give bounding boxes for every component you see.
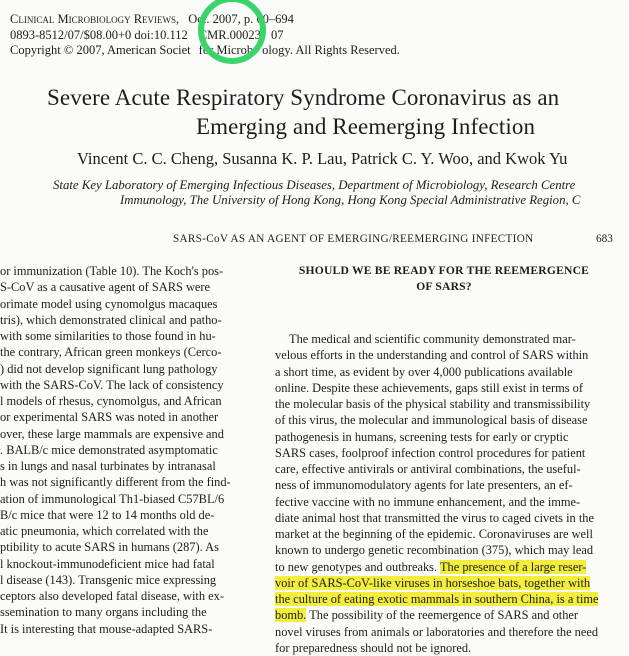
right-line: for preparedness should not be ignored.: [275, 640, 472, 655]
right-line: the molecular basis of the physical stability and transmissibility: [275, 397, 591, 411]
page-range: 60–694: [256, 12, 294, 26]
right-line: a short time, as evident by over 4,000 publications available: [275, 364, 573, 379]
left-line: over, these large mammals are expensive and: [0, 426, 224, 441]
copyright-mid: for Microb: [198, 43, 254, 57]
right-line: The medical and scientific community demonstrated mar-: [289, 332, 576, 346]
section-heading-line2: OF SARS?: [416, 280, 472, 293]
left-line: ssemination to many organs including the: [0, 605, 207, 620]
doi-suffix: CMR.00023: [198, 28, 261, 42]
left-line: the contrary, African green monkeys (Cerco-: [0, 345, 222, 360]
article-authors: Vincent C. C. Cheng, Susanna K. P. Lau, Patrick C. Y. Woo, and Kwok Yu: [77, 149, 568, 168]
plain-text: to new genotypes and outbreaks.: [275, 559, 440, 574]
right-line: pathogenesis in humans, screening tests for early or cryptic: [275, 429, 569, 444]
left-line: h was not significantly different from the find-: [0, 475, 231, 490]
right-line-15: [275, 559, 629, 575]
right-line: diate animal host that transmitted the virus to caged civets in the: [275, 510, 594, 525]
right-line: velous efforts in the understanding and control of SARS within: [275, 348, 589, 363]
left-line: . BALB/c mice demonstrated asymptomatic: [0, 442, 218, 457]
doi-end: 07: [270, 28, 284, 42]
left-line: l disease (143). Transgenic mice expressing: [0, 572, 217, 587]
left-line: ceptors also developed fatal disease, with ex-: [0, 589, 224, 603]
issn-doi: 0893-8512/07/$08.00+0 doi:10.112: [10, 28, 188, 42]
section-heading-line1: SHOULD WE BE READY FOR THE REEMERGENCE: [298, 264, 590, 277]
journal-name: Clinical Microbiology Reviews,: [10, 12, 180, 26]
highlighted-text: bomb.: [275, 608, 307, 623]
right-line: market at the beginning of the epidemic. Coronaviruses are well: [275, 527, 593, 541]
right-column: [275, 331, 629, 656]
left-line: ) did not develop significant lung pathology: [0, 361, 218, 376]
left-line: or immunization (Table 10). The Koch's pos-: [0, 264, 224, 278]
right-line-18: [275, 607, 629, 623]
left-column: [0, 263, 262, 637]
left-line: ptibility to acute SARS in humans (287). As: [0, 540, 219, 555]
right-line-16: [275, 575, 629, 591]
right-line: SARS cases, foolproof infection control procedures for patient: [275, 445, 586, 460]
highlighted-text: voir of SARS-CoV-like viruses in horseshoe bats, together with: [275, 575, 591, 590]
left-line: or experimental SARS was noted in another: [0, 410, 219, 425]
page-number: 683: [596, 233, 613, 245]
left-line: atic pneumonia, which correlated with the: [0, 524, 209, 538]
right-line: known to undergo genetic recombination (375), which may lead: [275, 543, 594, 558]
left-line: It is interesting that mouse-adapted SARS-: [0, 621, 213, 636]
right-line: care, effective antivirals or antiviral combinations, the useful-: [275, 462, 581, 476]
plain-text: The possibility of the reemergence of SARS and other: [306, 608, 579, 623]
right-line: ness of immunomodulatory agents for late presenters, an ef-: [275, 478, 573, 493]
copyright-end: ology. All Rights Reserved.: [262, 43, 400, 57]
left-line: s in lungs and nasal turbinates by intranasal: [0, 459, 216, 473]
article-title-line2: Emerging and Reemerging Infection: [196, 114, 536, 139]
highlighted-text: the culture of eating exotic mammals in southern China, is a time: [275, 592, 599, 606]
article-title-line1: Severe Acute Respiratory Syndrome Coronavirus as an: [47, 85, 560, 110]
affiliation-line2: Immunology, The University of Hong Kong, Hong Kong Special Administrative Region, C: [120, 193, 581, 207]
left-line: ation of immunological Th1-biased C57BL/6: [0, 491, 225, 506]
left-line: B/c mice that were 12 to 14 months old de-: [0, 507, 215, 522]
right-line: of this virus, the molecular and immunological basis of disease: [275, 413, 588, 428]
left-line: orimate model using cynomolgus macaques: [0, 296, 218, 311]
left-line: with the SARS-CoV. The lack of consistency: [0, 377, 224, 392]
right-line-17: [275, 591, 629, 607]
left-line: tris), which demonstrated clinical and patho-: [0, 312, 222, 327]
right-line: online. Despite these achievements, gaps still exist in terms of: [275, 380, 583, 395]
right-line: fective vaccine with no immune enhancement, and the imme-: [275, 494, 581, 509]
issue-date: Oct. 2007, p.: [188, 12, 257, 26]
left-line: S-CoV as a causative agent of SARS were: [0, 280, 211, 295]
left-line: with some similarities to those found in hu-: [0, 329, 216, 343]
left-line: l models of rhesus, cynomolgus, and African: [0, 394, 222, 408]
left-line: l knockout-immunodeficient mice had fatal: [0, 556, 215, 571]
highlighted-text: The presence of a large reser-: [439, 559, 587, 574]
section-heading: [289, 263, 599, 295]
affiliation-line1: State Key Laboratory of Emerging Infectious Diseases, Department of Microbiology, Research Centre: [53, 178, 576, 192]
copyright-start: Copyright © 2007, American Societ: [10, 43, 191, 57]
running-title: SARS-CoV AS AN AGENT OF EMERGING/REEMERGING INFECTION: [173, 233, 534, 245]
right-line: novel viruses from animals or laboratories and therefore the need: [275, 624, 599, 639]
